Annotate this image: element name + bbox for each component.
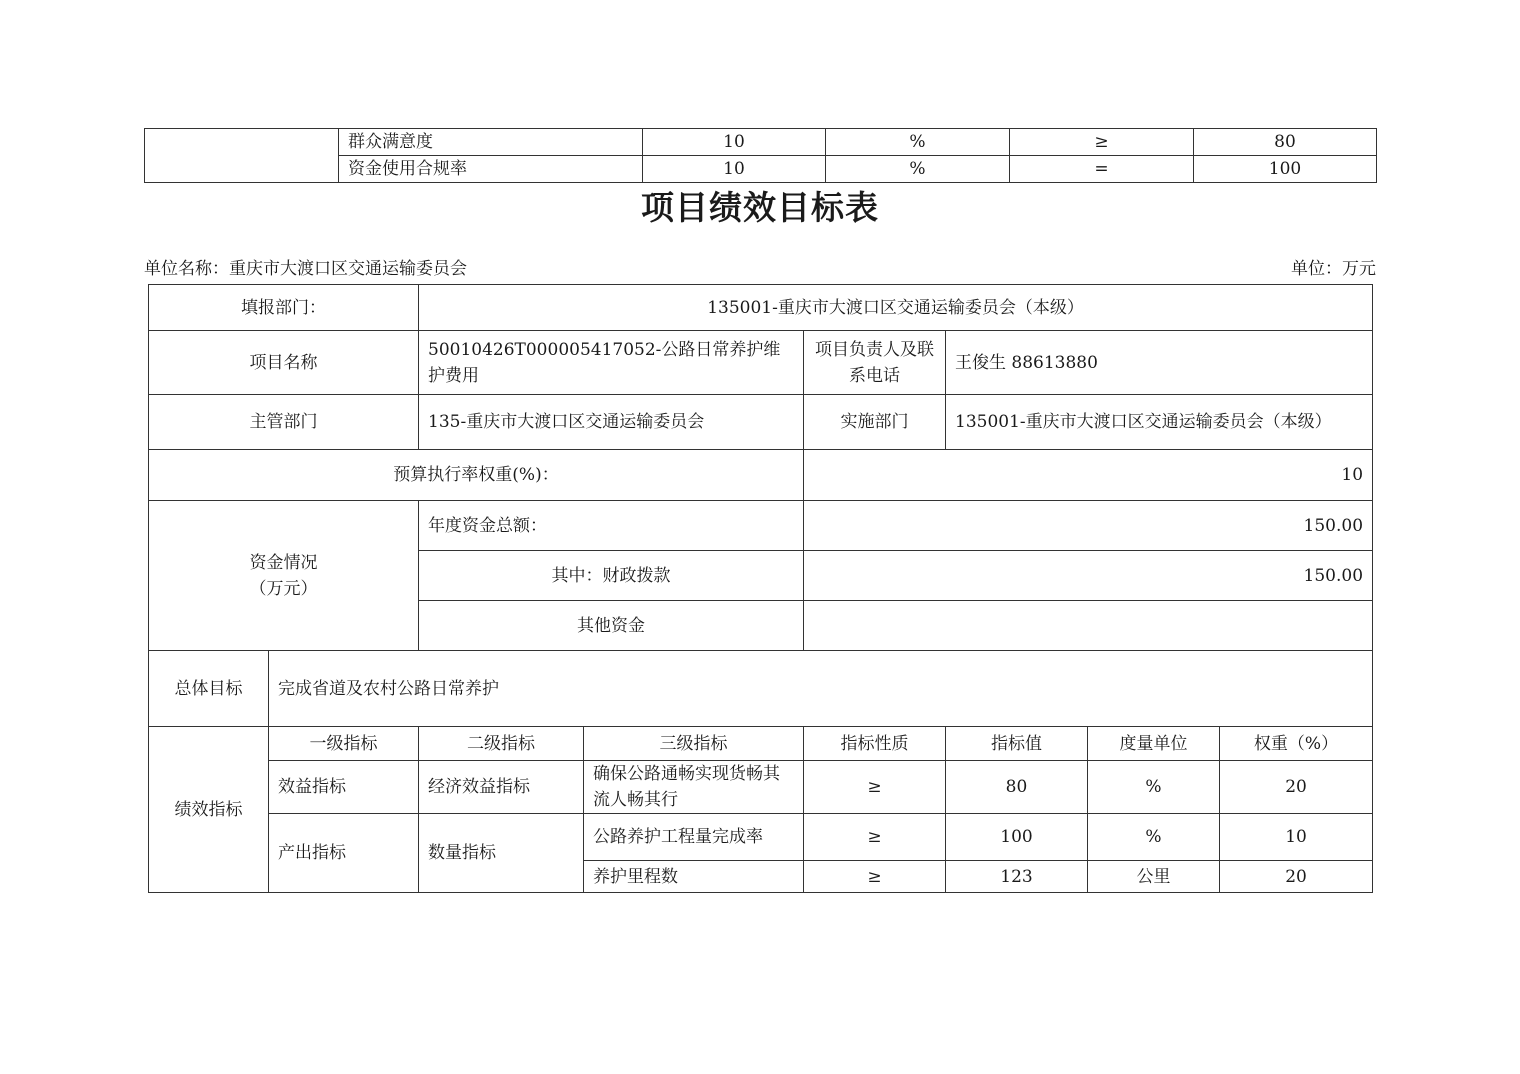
budget-weight-value: 10 — [804, 450, 1373, 501]
table-row — [149, 450, 1373, 501]
benefit-unit: % — [1088, 761, 1220, 814]
unit-measure: 单位：万元 — [1291, 259, 1376, 279]
supervisor-label: 主管部门 — [149, 395, 419, 450]
output-value: 123 — [946, 861, 1088, 893]
fiscal-value: 150.00 — [804, 551, 1373, 601]
unit-cell: % — [826, 156, 1010, 183]
benefit-l1: 效益指标 — [269, 761, 419, 814]
output-unit: 公里 — [1088, 861, 1220, 893]
fill-dept-value: 135001-重庆市大渡口区交通运输委员会（本级） — [419, 285, 1373, 331]
contact-label: 项目负责人及联系电话 — [804, 331, 946, 395]
benefit-nature: ≥ — [804, 761, 946, 814]
impl-dept-label: 实施部门 — [804, 395, 946, 450]
contact-value: 王俊生 88613880 — [946, 331, 1373, 395]
table-row — [149, 285, 1373, 331]
operator-cell: = — [1010, 156, 1194, 183]
value-cell: 80 — [1194, 129, 1377, 156]
goal-value: 完成省道及农村公路日常养护 — [269, 651, 1373, 727]
performance-target-table — [148, 284, 1373, 893]
perf-label: 绩效指标 — [149, 727, 269, 893]
project-name-value: 50010426T000005417052-公路日常养护维护费用 — [419, 331, 804, 395]
indicator-name-cell: 群众满意度 — [339, 129, 643, 156]
budget-weight-label: 预算执行率权重(%)： — [149, 450, 804, 501]
output-weight: 10 — [1220, 814, 1373, 861]
output-nature: ≥ — [804, 814, 946, 861]
output-unit: % — [1088, 814, 1220, 861]
benefit-weight: 20 — [1220, 761, 1373, 814]
goal-label: 总体目标 — [149, 651, 269, 727]
other-funds-value — [804, 601, 1373, 651]
benefit-l3: 确保公路通畅实现货畅其流人畅其行 — [584, 761, 804, 814]
funds-label: 资金情况 — [249, 552, 318, 573]
header-l1: 一级指标 — [269, 727, 419, 761]
output-weight: 20 — [1220, 861, 1373, 893]
table-row — [145, 129, 1377, 156]
table-row — [149, 761, 1373, 814]
funds-unit: （万元） — [249, 578, 318, 599]
table-row — [149, 727, 1373, 761]
supervisor-value: 135-重庆市大渡口区交通运输委员会 — [419, 395, 804, 450]
operator-cell: ≥ — [1010, 129, 1194, 156]
table-row — [149, 651, 1373, 727]
table-row — [149, 395, 1373, 450]
table-row — [149, 331, 1373, 395]
impl-dept-value: 135001-重庆市大渡口区交通运输委员会（本级） — [946, 395, 1373, 450]
blank-cell — [145, 129, 339, 183]
fill-dept-label: 填报部门： — [149, 285, 419, 331]
output-l3: 养护里程数 — [584, 861, 804, 893]
value-cell: 100 — [1194, 156, 1377, 183]
unit-cell: % — [826, 129, 1010, 156]
funds-label-cell — [149, 501, 419, 651]
table-row — [149, 501, 1373, 551]
indicator-name-cell: 资金使用合规率 — [339, 156, 643, 183]
output-l3: 公路养护工程量完成率 — [584, 814, 804, 861]
output-value: 100 — [946, 814, 1088, 861]
unit-name: 单位名称：重庆市大渡口区交通运输委员会 — [144, 259, 467, 279]
benefit-l2: 经济效益指标 — [419, 761, 584, 814]
output-nature: ≥ — [804, 861, 946, 893]
fiscal-label: 其中：财政拨款 — [419, 551, 804, 601]
header-value: 指标值 — [946, 727, 1088, 761]
other-funds-label: 其他资金 — [419, 601, 804, 651]
header-nature: 指标性质 — [804, 727, 946, 761]
project-name-label: 项目名称 — [149, 331, 419, 395]
header-unit: 度量单位 — [1088, 727, 1220, 761]
header-l3: 三级指标 — [584, 727, 804, 761]
weight-cell: 10 — [643, 129, 826, 156]
output-l2: 数量指标 — [419, 814, 584, 893]
benefit-value: 80 — [946, 761, 1088, 814]
header-weight: 权重（%） — [1220, 727, 1373, 761]
annual-total-value: 150.00 — [804, 501, 1373, 551]
page-title: 项目绩效目标表 — [641, 188, 879, 227]
weight-cell: 10 — [643, 156, 826, 183]
annual-total-label: 年度资金总额： — [419, 501, 804, 551]
table-row — [149, 814, 1373, 861]
previous-indicator-table — [144, 128, 1377, 183]
header-l2: 二级指标 — [419, 727, 584, 761]
output-l1: 产出指标 — [269, 814, 419, 893]
